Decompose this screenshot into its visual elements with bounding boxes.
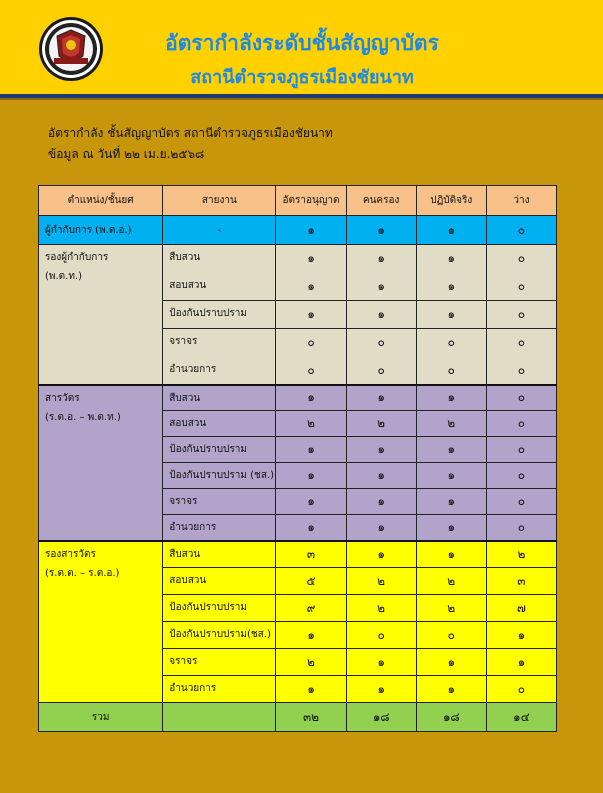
value-cell: ๐	[486, 385, 556, 411]
table-row-total	[39, 703, 557, 732]
total-value: ๓๒	[276, 703, 346, 732]
page-subtitle: สถานีตำรวจภูธรเมืองชัยนาท	[190, 67, 414, 88]
value-cell: ๑	[346, 301, 416, 329]
value-cell: ๐	[486, 489, 556, 515]
value-cell: ๑	[276, 622, 346, 649]
table-row	[39, 385, 557, 411]
page-header	[0, 0, 603, 98]
value-cell: ๐	[276, 357, 346, 385]
value-cell: ๑	[346, 541, 416, 568]
value-cell: ๑	[346, 676, 416, 703]
rank-label: สารวัตร	[45, 392, 80, 404]
value-cell: ๑	[346, 515, 416, 541]
value-cell: ๐	[486, 357, 556, 385]
value-cell: ๑	[416, 515, 486, 541]
rank-sub-label: (พ.ต.ท.)	[45, 271, 83, 282]
unit-cell: จราจร	[163, 489, 276, 515]
value-cell: ๑	[276, 515, 346, 541]
value-cell: ๑	[346, 649, 416, 676]
value-cell: ๑	[346, 463, 416, 489]
page-title: อัตรากำลังระดับชั้นสัญญาบัตร	[165, 31, 439, 55]
value-cell: ๑	[276, 245, 346, 273]
column-header: อัตราอนุญาต	[276, 186, 346, 216]
value-cell: ๐	[486, 676, 556, 703]
info-date: ข้อมูล ณ วันที่ ๒๒ เม.ย.๒๕๖๘	[48, 147, 205, 161]
unit-cell: สอบสวน	[163, 411, 276, 437]
unit-cell: สืบสวน	[163, 385, 276, 411]
value-cell: ๐	[486, 437, 556, 463]
value-cell: ๑	[346, 385, 416, 411]
unit-cell: ป้องกันปราบปราม(ชส.)	[163, 622, 276, 649]
table-row	[39, 541, 557, 568]
value-cell: ๐	[346, 357, 416, 385]
header-divider	[0, 98, 603, 100]
total-value: ๑๔	[486, 703, 556, 732]
value-cell: ๐	[276, 329, 346, 357]
unit-cell: จราจร	[163, 649, 276, 676]
rank-label: รองสารวัตร	[45, 548, 96, 560]
table-row-chief	[39, 216, 557, 245]
unit-cell: สืบสวน	[163, 541, 276, 568]
table-row	[39, 245, 557, 273]
unit-cell: ป้องกันปราบปราม	[163, 301, 276, 329]
value-cell: ๑	[416, 301, 486, 329]
value-cell: ๑	[276, 385, 346, 411]
column-header: ตำแหน่ง/ชั้นยศ	[39, 186, 163, 216]
rank-sub-label: (ร.ต.อ. – พ.ต.ท.)	[45, 411, 121, 423]
value-cell: ๑	[276, 463, 346, 489]
unit-cell: ป้องกันปราบปราม	[163, 595, 276, 622]
value-cell: ๒	[416, 595, 486, 622]
police-emblem-icon	[38, 16, 104, 82]
value-cell: ๐	[346, 329, 416, 357]
value-cell: ๐	[486, 515, 556, 541]
value-cell: ๐	[486, 301, 556, 329]
unit-cell: อำนวยการ	[163, 676, 276, 703]
value-cell: ๑	[486, 649, 556, 676]
value-cell: ๑	[416, 649, 486, 676]
value-cell: ๐	[486, 273, 556, 301]
value-cell: ๐	[416, 329, 486, 357]
value-cell: ๓	[276, 541, 346, 568]
value-cell: ๒	[276, 411, 346, 437]
value-cell: ๑	[276, 216, 346, 245]
unit-cell	[163, 703, 276, 732]
value-cell: ๑	[346, 489, 416, 515]
column-header: ว่าง	[486, 186, 556, 216]
value-cell: ๐	[486, 463, 556, 489]
value-cell: ๐	[416, 357, 486, 385]
value-cell: ๑	[416, 216, 486, 245]
unit-cell: จราจร	[163, 329, 276, 357]
table-header-row	[39, 186, 557, 216]
value-cell: ๒	[276, 649, 346, 676]
rank-cell: ผู้กำกับการ (พ.ต.อ.)	[39, 216, 163, 245]
value-cell: ๙	[276, 595, 346, 622]
value-cell: ๑	[276, 676, 346, 703]
rank-cell-inspector	[39, 541, 163, 703]
value-cell: ๑	[416, 541, 486, 568]
value-cell: ๑	[276, 437, 346, 463]
value-cell: ๑	[486, 622, 556, 649]
total-label: รวม	[39, 703, 163, 732]
value-cell: ๒	[486, 541, 556, 568]
value-cell: ๐	[346, 622, 416, 649]
column-header: คนครอง	[346, 186, 416, 216]
total-value: ๑๘	[346, 703, 416, 732]
value-cell: ๒	[416, 568, 486, 595]
value-cell: ๑	[346, 273, 416, 301]
value-cell: ๑	[346, 437, 416, 463]
value-cell: ๑	[416, 273, 486, 301]
rank-label: รองผู้กำกับการ	[45, 252, 109, 263]
value-cell: ๐	[486, 245, 556, 273]
unit-cell: สืบสวน	[163, 245, 276, 273]
value-cell: ๑	[416, 489, 486, 515]
value-cell: ๐	[486, 411, 556, 437]
value-cell: ๕	[276, 568, 346, 595]
unit-cell: ป้องกันปราบปราม (ชส.)	[163, 463, 276, 489]
value-cell: ๑	[276, 489, 346, 515]
total-value: ๑๘	[416, 703, 486, 732]
rank-cell-deputy	[39, 245, 163, 385]
column-header: ปฏิบัติจริง	[416, 186, 486, 216]
value-cell: ๑	[416, 437, 486, 463]
value-cell: ๑	[416, 245, 486, 273]
unit-cell: อำนวยการ	[163, 357, 276, 385]
unit-cell: -	[163, 216, 276, 245]
value-cell: ๑	[276, 301, 346, 329]
value-cell: ๗	[486, 595, 556, 622]
rank-sub-label: (ร.ต.ต. – ร.ต.อ.)	[45, 567, 120, 579]
value-cell: ๑	[416, 463, 486, 489]
value-cell: ๐	[486, 216, 556, 245]
unit-cell: ป้องกันปราบปราม	[163, 437, 276, 463]
column-header: สายงาน	[163, 186, 276, 216]
value-cell: ๑	[346, 245, 416, 273]
value-cell: ๒	[346, 568, 416, 595]
unit-cell: สอบสวน	[163, 568, 276, 595]
rank-cell-superintendent	[39, 385, 163, 541]
value-cell: ๒	[346, 595, 416, 622]
value-cell: ๑	[416, 385, 486, 411]
value-cell: ๓	[486, 568, 556, 595]
unit-cell: สอบสวน	[163, 273, 276, 301]
value-cell: ๑	[416, 676, 486, 703]
value-cell: ๑	[346, 216, 416, 245]
info-line-1: อัตรากำลัง ชั้นสัญญาบัตร สถานีตำรวจภูธรเมืองชัยนาท	[48, 126, 333, 140]
value-cell: ๐	[416, 622, 486, 649]
value-cell: ๐	[486, 329, 556, 357]
staffing-table	[38, 185, 557, 732]
value-cell: ๒	[416, 411, 486, 437]
value-cell: ๒	[346, 411, 416, 437]
unit-cell: อำนวยการ	[163, 515, 276, 541]
value-cell: ๑	[276, 273, 346, 301]
